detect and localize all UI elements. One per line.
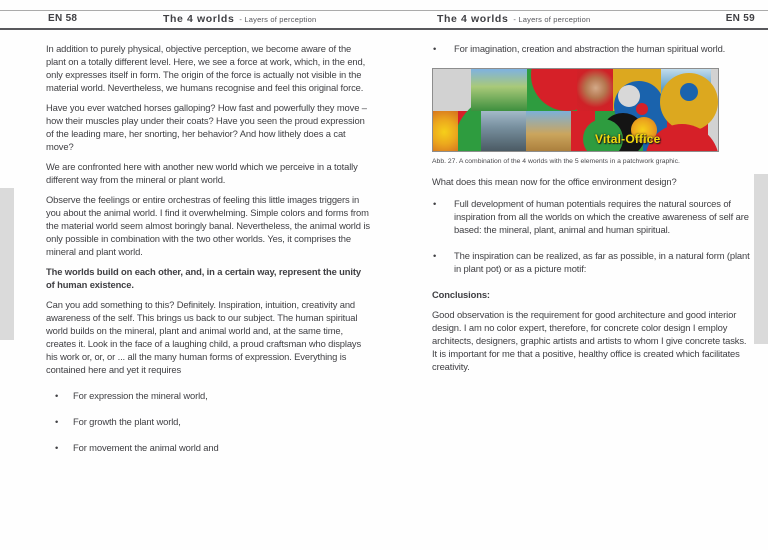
- right-page-column: [432, 42, 752, 380]
- circle-red-dot: [636, 103, 648, 115]
- paragraph: We are confronted here with another new world which we perceive in a totally different way from the mineral or plant world.: [46, 161, 358, 185]
- chapter-title-left: The 4 worlds: [163, 13, 235, 25]
- vital-office-logo: Vital-Office: [595, 132, 661, 146]
- list-item: [432, 197, 752, 236]
- circle-blue-small: [680, 83, 698, 101]
- header-left-title: [163, 13, 316, 25]
- tile-lion-photo: [526, 111, 571, 152]
- paragraph: Observe the feelings or entire orchestras of feeling this little images triggers in you about the animal world. I find it overwhelming. Simple colors and forms from the material world seem almost boringly banal. Nevertheless, the animal world is only possible in combination with the two other worlds. Yes, it comprises the mineral and plant world.: [46, 194, 370, 257]
- list-item-text: For movement the animal world and: [73, 442, 219, 453]
- list-item-text: For expression the mineral world,: [73, 390, 208, 401]
- bullet-icon: •: [433, 198, 437, 209]
- tile-man-photo: [481, 111, 526, 152]
- question-paragraph: What does this mean now for the office environment design?: [432, 176, 677, 187]
- patchwork-figure: [432, 68, 719, 152]
- bullet-icon: •: [433, 43, 437, 54]
- header-left-page-number: [48, 13, 77, 24]
- left-page-column: [46, 42, 370, 467]
- figure-caption: Abb. 27. A combination of the 4 worlds with the 5 elements in a patchwork graphic.: [432, 158, 680, 165]
- circle-yellow: [660, 73, 718, 131]
- chapter-title-right: The 4 worlds: [437, 13, 509, 25]
- tile-sunflower-photo: [433, 111, 458, 152]
- list-item: [46, 441, 370, 454]
- header-right-page-number: [726, 13, 755, 24]
- circle-gray-inner: [618, 85, 640, 107]
- bullet-icon: •: [55, 442, 59, 453]
- paragraph: In addition to purely physical, objective perception, we become aware of the plant on a totally different level. Here, we see a force at work, which, in the end, only expresses itself in form. The origin of the force is actually not visible in the material world. Nevertheless, we humans recognise and feel this original force.: [46, 43, 366, 93]
- list-item: [432, 42, 752, 55]
- thumb-index-tab-right: [754, 174, 768, 344]
- top-hairline: [0, 10, 768, 11]
- bullet-icon: •: [433, 250, 437, 261]
- list-item-text: Full development of human potentials requires the natural sources of inspiration from all the worlds on which the creative awareness of self are based: the mineral, plant, animal and human spiritual.: [454, 198, 749, 235]
- chapter-subtitle-right: - Layers of perception: [513, 15, 591, 24]
- page-number-left: EN 58: [48, 13, 78, 24]
- paragraph: Can you add something to this? Definitely. Inspiration, intuition, creativity and awareness of the self. This brings us back to our subject. The human spiritual world builds on the mineral, plant and animal world and, at the same time, creates it. Look in the face of a laughing child, a proud craftsman who displays his work or, or, or ... all the many human forms of expression. Everything is contained here and yet it requires: [46, 299, 362, 375]
- list-item: [46, 415, 370, 428]
- header-right-title: [437, 13, 590, 25]
- chapter-subtitle-left: - Layers of perception: [239, 15, 317, 24]
- list-item: [46, 389, 370, 402]
- list-item-text: For growth the plant world,: [73, 416, 181, 427]
- tile-meadow-photo: [471, 69, 527, 111]
- list-item: [432, 249, 752, 275]
- paragraph: Have you ever watched horses galloping? How fast and powerfully they move – how their muscles play under their coats? Have you seen the proud expression of the leading mare, her snorting, her behavior? And how lithely does a cat move?: [46, 102, 367, 152]
- bullet-icon: •: [55, 390, 59, 401]
- tile-gray: [433, 69, 471, 111]
- tile-child-photo: [577, 69, 613, 111]
- conclusions-paragraph: Good observation is the requirement for good architecture and good interior design. I am no color expert, therefore, for concrete color design I employ architects, designers, graphic artists and artists to whom I give concrete tasks. It is important for me that a positive, healthy office is created which facilitates creativity.: [432, 309, 747, 372]
- thumb-index-tab-left: [0, 188, 14, 340]
- list-item-text: The inspiration can be realized, as far as possible, in a natural form (plant in plant pot) or as a picture motif:: [454, 250, 750, 274]
- bold-statement: The worlds build on each other, and, in a certain way, represent the unity of human existence.: [46, 266, 361, 290]
- page-number-right: EN 59: [725, 13, 755, 24]
- header-rule: [0, 28, 768, 30]
- list-item-text: For imagination, creation and abstraction the human spiritual world.: [454, 43, 726, 54]
- conclusions-heading: Conclusions:: [432, 289, 490, 300]
- bullet-icon: •: [55, 416, 59, 427]
